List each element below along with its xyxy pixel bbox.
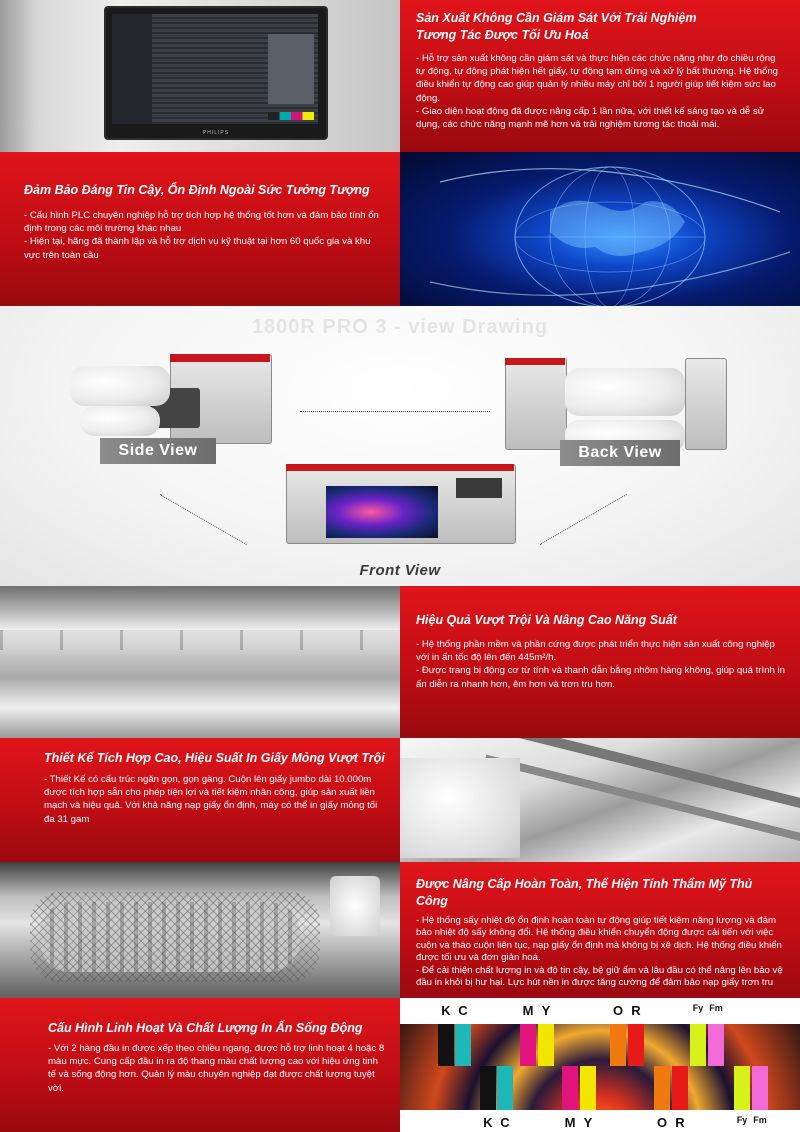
section-efficiency [0,586,800,738]
swatch-bottom-labels [400,1110,800,1132]
machine-frame [0,0,40,152]
globe-icon [400,152,800,306]
s2-title: Đảm Bảo Đáng Tin Cậy, Ổn Định Ngoài Sức Tưởng Tượng [24,183,370,197]
ink-label: Fy [736,1115,748,1125]
s6-paragraph: - Hệ thống sấy nhiệt độ ổn định hoàn toàn tự động giúp tiết kiệm năng lượng và đảm bảo nhiệt độ sấy không đổi. Hệ thống điều khiển chuyển động được cải tiến với việc cuộn và tháo cuộn liên tục, nạp giấy ổn định mà không bị xê dịch. Hệ thống điều khiển được tối ưu và đơn giản hoá. [416,915,782,964]
ink-swatch [734,1066,750,1110]
connector-line [160,494,247,545]
dryer-photo [0,862,400,998]
monitor [104,6,328,140]
ink-label: Y [541,1003,551,1018]
view-drawing-watermark: 1800R PRO 3 - view Drawing [251,316,549,338]
s2-paragraph: - Hiện tại, hãng đã thành lập và hỗ trợ dịch vụ kỹ thuật tại hơn 60 quốc gia và khu vực trên toàn cầu [24,236,371,261]
s7-text-panel [0,998,400,1132]
s1-title-line1: Sản Xuất Không Cần Giám Sát Với Trải Nghiệm [416,11,697,25]
s7-body [48,1042,386,1095]
globe-image [400,152,800,306]
screen-color-bar [268,112,314,120]
ink-label: K [441,1003,451,1018]
front-view-label: Front View [359,562,441,579]
s6-title: Được Nâng Cấp Hoàn Toàn, Thể Hiện Tính Thẩm Mỹ Thủ Công [416,877,753,908]
screen-sidebar [112,14,152,124]
ink-label: O [612,1003,624,1018]
ink-swatch [480,1066,496,1110]
section-upgraded [0,862,800,998]
ink-swatch [538,1024,554,1066]
ink-swatch [455,1024,471,1066]
section-reliability [0,152,800,306]
ink-swatch [752,1066,768,1110]
s4-text-panel [400,586,800,738]
ink-swatch [610,1024,626,1066]
screen-panel [268,34,314,104]
ink-swatch [708,1024,724,1066]
side-view-label: Side View [118,442,198,459]
ink-swatch [672,1066,688,1110]
rail-photo [0,586,400,738]
s5-paragraph: - Thiết Kế có cấu trúc ngăn gọn, gọn gàng. Cuộn lên giấy jumbo dài 10.000m được tích hợp sẵn cho phép tiện lợi và tiết kiệm nhân công, giúp sản xuất liền mạch và hiệu quả. Với khả năng nạp giấy ổn định, máy có thể in giấy mỏng tối đa 31 gam [44,774,378,825]
ink-label: Fy [692,1003,704,1013]
s2-paragraph: - Cấu hình PLC chuyên nghiệp hỗ trợ tích hợp hệ thống tốt hơn và đảm bảo tính ổn định trong các môi trường khác nhau [24,210,379,235]
s1-paragraph: - Hỗ trợ sản xuất không cần giám sát và thực hiện các chức năng như đo chiều rộng tự động, tự động phát hiện hết giấy, tự động tạm dừng và xử lý bất thường. Hệ thống điều khiển tự động cao giúp quản lý nhiều máy chỉ bởi 1 người giúp tiết kiệm sức lao động. [416,53,778,104]
s6-body [416,915,786,989]
connector-line [540,494,627,545]
ink-label: O [656,1115,668,1130]
swatch-top-labels [400,998,800,1024]
s7-paragraph: - Với 2 hàng đầu in được xếp theo chiều ngang, được hỗ trợ linh hoạt 4 hoặc 8 màu mực. Cung cấp đầu in ra độ thang màu chất lượng cao với hiệu ứng tinh tế và sống động hơn. Quản lý màu chuyên nghiệp đạt được chất lượng tuyệt vời. [48,1043,385,1094]
s6-paragraph: - Để cải thiện chất lượng in và độ tin cậy, bệ giữ ấm và lâu đầu có thể nâng lên bảo vệ đầu in khỏi bị hư hại. Lực hút nền in được tăng cường để đảm bảo nạp giấy trơn tru [416,964,783,989]
ink-label: R [675,1115,685,1130]
swatch-row-bottom [400,1066,800,1110]
swatch-row-top [400,1024,800,1066]
ink-swatch [580,1066,596,1110]
s5-body [44,773,386,826]
monitor-brand: PHILIPS [202,130,230,136]
ink-swatch [562,1066,578,1110]
s2-text-panel [0,152,400,306]
ink-label: Fm [709,1003,723,1013]
roller-photo [400,738,800,862]
s1-text-panel [400,0,800,152]
connector-line [300,411,490,412]
s1-paragraph: - Giao diện hoạt động đã được nâng cấp 1 lần nữa, với thiết kế sáng tạo và dễ sử dụng, các chức năng mạnh mẽ hơn và trải nghiệm tương tác thoải mái. [416,105,765,131]
s5-text-panel [0,738,400,862]
ink-swatch [438,1024,454,1066]
ink-label: K [483,1115,493,1130]
ink-swatch-image [400,998,800,1132]
s1-title-line2: Tương Tác Được Tối Ưu Hoá [416,28,589,42]
s4-paragraph: - Được trang bị động cơ từ tính và thanh dẫn bằng nhôm hàng không, giúp quá trình in ấn diễn ra nhanh hơn, êm hơn và trơn tru hơn. [416,665,785,690]
section-flexible-config [0,998,800,1132]
section-unattended-production [0,0,800,152]
ink-label: Y [583,1115,593,1130]
ink-swatch [520,1024,536,1066]
ink-label: M [564,1115,576,1130]
ink-swatch [628,1024,644,1066]
ink-label: Fm [753,1115,767,1125]
section-integrated-design [0,738,800,862]
s2-body [24,209,386,262]
section-view-drawing [0,306,800,586]
back-view-label: Back View [578,444,662,461]
s6-text-panel [400,862,800,998]
ink-swatch [654,1066,670,1110]
s4-body [416,638,786,691]
s4-paragraph: - Hệ thống phần mềm và phần cứng được phát triển thực hiện sản xuất công nghiệp với in ấn tốc độ lên đến 445m²/h. [416,639,775,664]
s7-title: Cấu Hình Linh Hoạt Và Chất Lượng In Ấn Sống Động [48,1021,363,1035]
ink-label: R [631,1003,641,1018]
monitor-screen [112,14,318,124]
s5-title: Thiết Kế Tích Hợp Cao, Hiệu Suất In Giấy Mỏng Vượt Trội [44,751,385,765]
ink-label: M [522,1003,534,1018]
front-view-machine [286,464,514,554]
ink-label: C [458,1003,468,1018]
s4-title: Hiệu Quả Vượt Trội Và Nâng Cao Năng Suất [416,613,677,627]
ink-label: C [500,1115,510,1130]
ink-swatch [497,1066,513,1110]
ink-swatch [690,1024,706,1066]
monitor-photo [0,0,400,152]
s1-title [416,10,786,44]
s1-body [416,52,786,131]
